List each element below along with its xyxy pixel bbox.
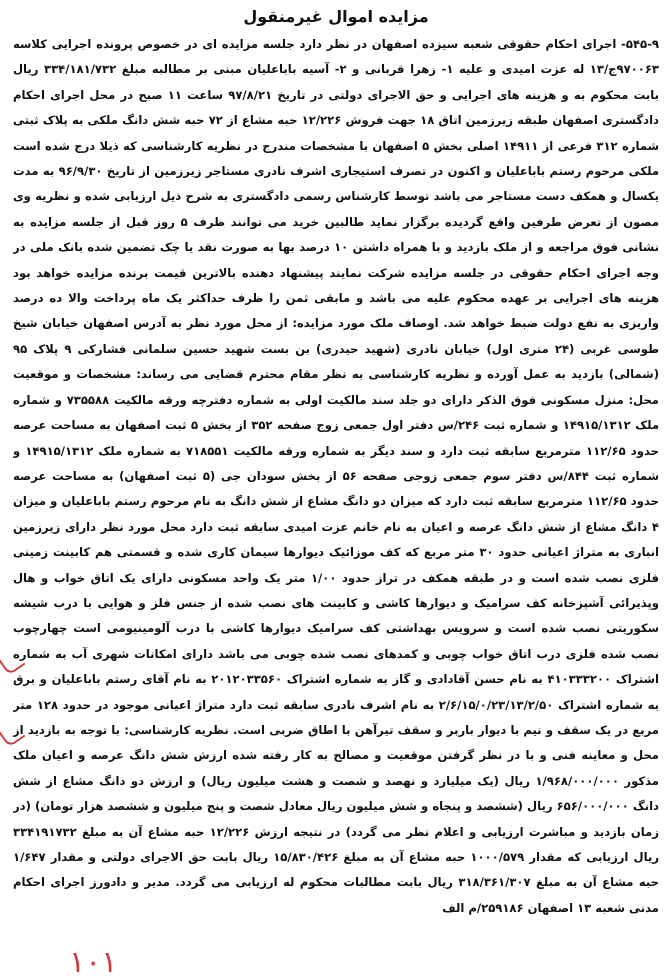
- notice-body: ۵۴۵-۹- اجرای احکام حقوقی شعبه سیزده اصفهان در نظر دارد جلسه مزایده ای در خصوص پرونده اجرایی کلاسه ۹۷۰۰۶۳ج/۱۳ له عزت امیدی و علیه ۱- زهرا قربانی و ۲- آسیه باباعلیان مبنی بر مطالبه مبلغ ۳۳۴/۱۸۱/۷۳۲ ریال بابت محکوم به و هزینه های اجرایی و حق الاجرای دولتی در تاریخ ۹۷/۸/۲۱ ساعت ۱۱ صبح در محل اجرای احکام دادگستری اصفهان طبقه زیرزمین اتاق ۱۸ جهت فروش ۱۲/۲۲۶ حبه مشاع از ۷۲ حبه شش دانگ ملکی به پلاک ثبتی شماره ۳۱۲ فرعی از ۱۴۹۱۱ اصلی بخش ۵ اصفهان با مشخصات مندرج در نظریه کارشناسی که ذیلا درج شده است ملکی مرحوم رستم باباعلیان و اکنون در تصرف استیجاری اشرف نادری مستاجر زیرزمین از تاریخ ۹۶/۹/۳۰ به مدت یکسال و همکف دست مستاجر می باشد توسط کارشناس رسمی دادگستری به شرح ذیل ارزیابی شده و نظریه وی مصون از تعرض طرفین واقع گردیده برگزار نماید طالبین خرید می توانند ظرف ۵ روز قبل از جلسه مزایده به نشانی فوق مراجعه و از ملک بازدید و با همراه داشتن ۱۰ درصد بها به صورت نقد یا چک تضمین شده بانک ملی در وجه اجرای احکام حقوقی در جلسه مزایده شرکت نمایند پیشنهاد دهنده بالاترین قیمت برنده مزایده خواهد بود هزینه های اجرایی بر عهده محکوم علیه می باشد و مابقی ثمن را ظرف حداکثر یک ماه پرداخت والا ده درصد واریزی به نفع دولت ضبط خواهد شد. اوصاف ملک مورد مزایده: از محل مورد نظر به آدرس اصفهان خیابان شیخ طوسی غربی (۲۴ متری اول) خیابان نادری (شهید حیدری) بن بست شهید حسین سلمانی فشارکی ۹ پلاک ۹۵ (شمالی) بازدید به عمل آورده و نظریه کارشناسی به نظر مقام محترم قضایی می رساند: مشخصات و موقعیت محل: منزل مسکونی فوق الذکر دارای دو جلد سند مالکیت اولی به شماره دفترچه ورقه مالکیت ۷۳۵۵۸۸ و شماره ملک ۱۴۹۱۵/۱۳۱۲ و شماره ثبت ۲۴۶/س دفتر اول جمعی زوج صفحه ۳۵۲ از بخش ۵ ثبت اصفهان به مساحت عرصه حدود ۱۱۲/۶۵ مترمربع سابقه ثبت دارد و سند دیگر به شماره ورقه مالکیت ۷۱۸۵۵۱ به شماره ملک ۱۴۹۱۵/۱۳۱۲ و شماره ثبت ۸۴۴/س دفتر سوم جمعی زوجی صفحه ۵۶ از بخش سودان جی (۵ ثبت اصفهان) به مساحت عرصه حدود ۱۱۲/۶۵ مترمربع سابقه ثبت دارد که میزان دو دانگ مشاع از شش دانگ به نام مرحوم رستم باباعلیان و میزان ۴ دانگ مشاع از شش دانگ عرصه و اعیان به نام خانم عزت امیدی سابقه ثبت دارد محل مورد نظر دارای زیرزمین انباری به متراژ اعیانی حدود ۳۰ متر مربع که کف موزائیک دیوارها سیمان کاری شده و قسمتی هم کابینت زمینی فلزی نصب شده است و در طبقه همکف در تراز حدود ۱/۰۰ متر یک واحد مسکونی دارای یک اتاق خواب و هال وپذیرائی آشپزخانه کف سرامیک و دیوارها کاشی و کابینت های نصب شده از جنس فلز و هوایی با درب شیشه سکوریتی نصب شده است و سرویس بهداشتی کف سرامیک دیوارها کاشی با درب آلومینیومی است چهارچوب نصب شده فلزی درب اتاق خواب چوبی و کمدهای نصب شده چوبی می باشد دارای امکانات شهری آب به شماره اشتراک ۴۱۰۳۳۳۲۰۰ به نام حسن آقادادی و گاز به شماره اشتراک ۲۰۱۲۰۳۳۵۶۰ به نام آقای رستم باباعلیان و برق به شماره اشتراک ۲/۶/۱۵/۰/۲۳/۱۳/۲/۵۰ به نام اشرف نادری سابقه ثبت دارد متراژ اعیانی موجود در حدود ۱۲۸ متر مربع در یک سقف و نیم با دیوار باربر و سقف تیرآهن با اطاق ضربی است. نظریه کارشناسی: با توجه به بازدید از محل و معاینه فنی و با در نظر گرفتن موقعیت و مصالح به کار رفته شده ارزش شش دانگ عرصه و اعیان ملک مذکور ۱/۹۶۸/۰۰۰/۰۰۰ ریال (یک میلیارد و نهصد و شصت و هشت میلیون ریال) و ارزش دو دانگ مشاع از شش دانگ ۶۵۶/۰۰۰/۰۰۰ ریال (ششصد و پنجاه و شش میلیون ریال معادل شصت و پنج میلیون و ششصد هزار تومان) (در زمان بازدید و مباشرت ارزیابی و اعلام نظر می گردد) در نتیجه ارزش ۱۲/۲۲۶ حبه مشاع آن به مبلغ ۳۳۴۱۹۱۷۳۲ ریال ارزیابی که مقدار ۱۰۰۰/۵۷۹ حبه مشاع آن به مبلغ ۱۵/۸۳۰/۴۲۶ ریال بابت حق الاجرای دولتی و مقدار ۱/۶۴۷ حبه مشاع آن به مبلغ ۳۱۸/۳۶۱/۳۰۷ ریال بابت مطالبات محکوم له ارزیابی می گردد. مدیر و دادورز اجرای احکام مدنی شعبه ۱۳ اصفهان ۲۵۹۱۸۶/م الف: [14, 37, 660, 915]
- notice-title: مزایده اموال غیرمنقول: [244, 7, 430, 26]
- handwritten-number: ۱۰۱: [70, 945, 119, 980]
- auction-notice: [14, 4, 660, 976]
